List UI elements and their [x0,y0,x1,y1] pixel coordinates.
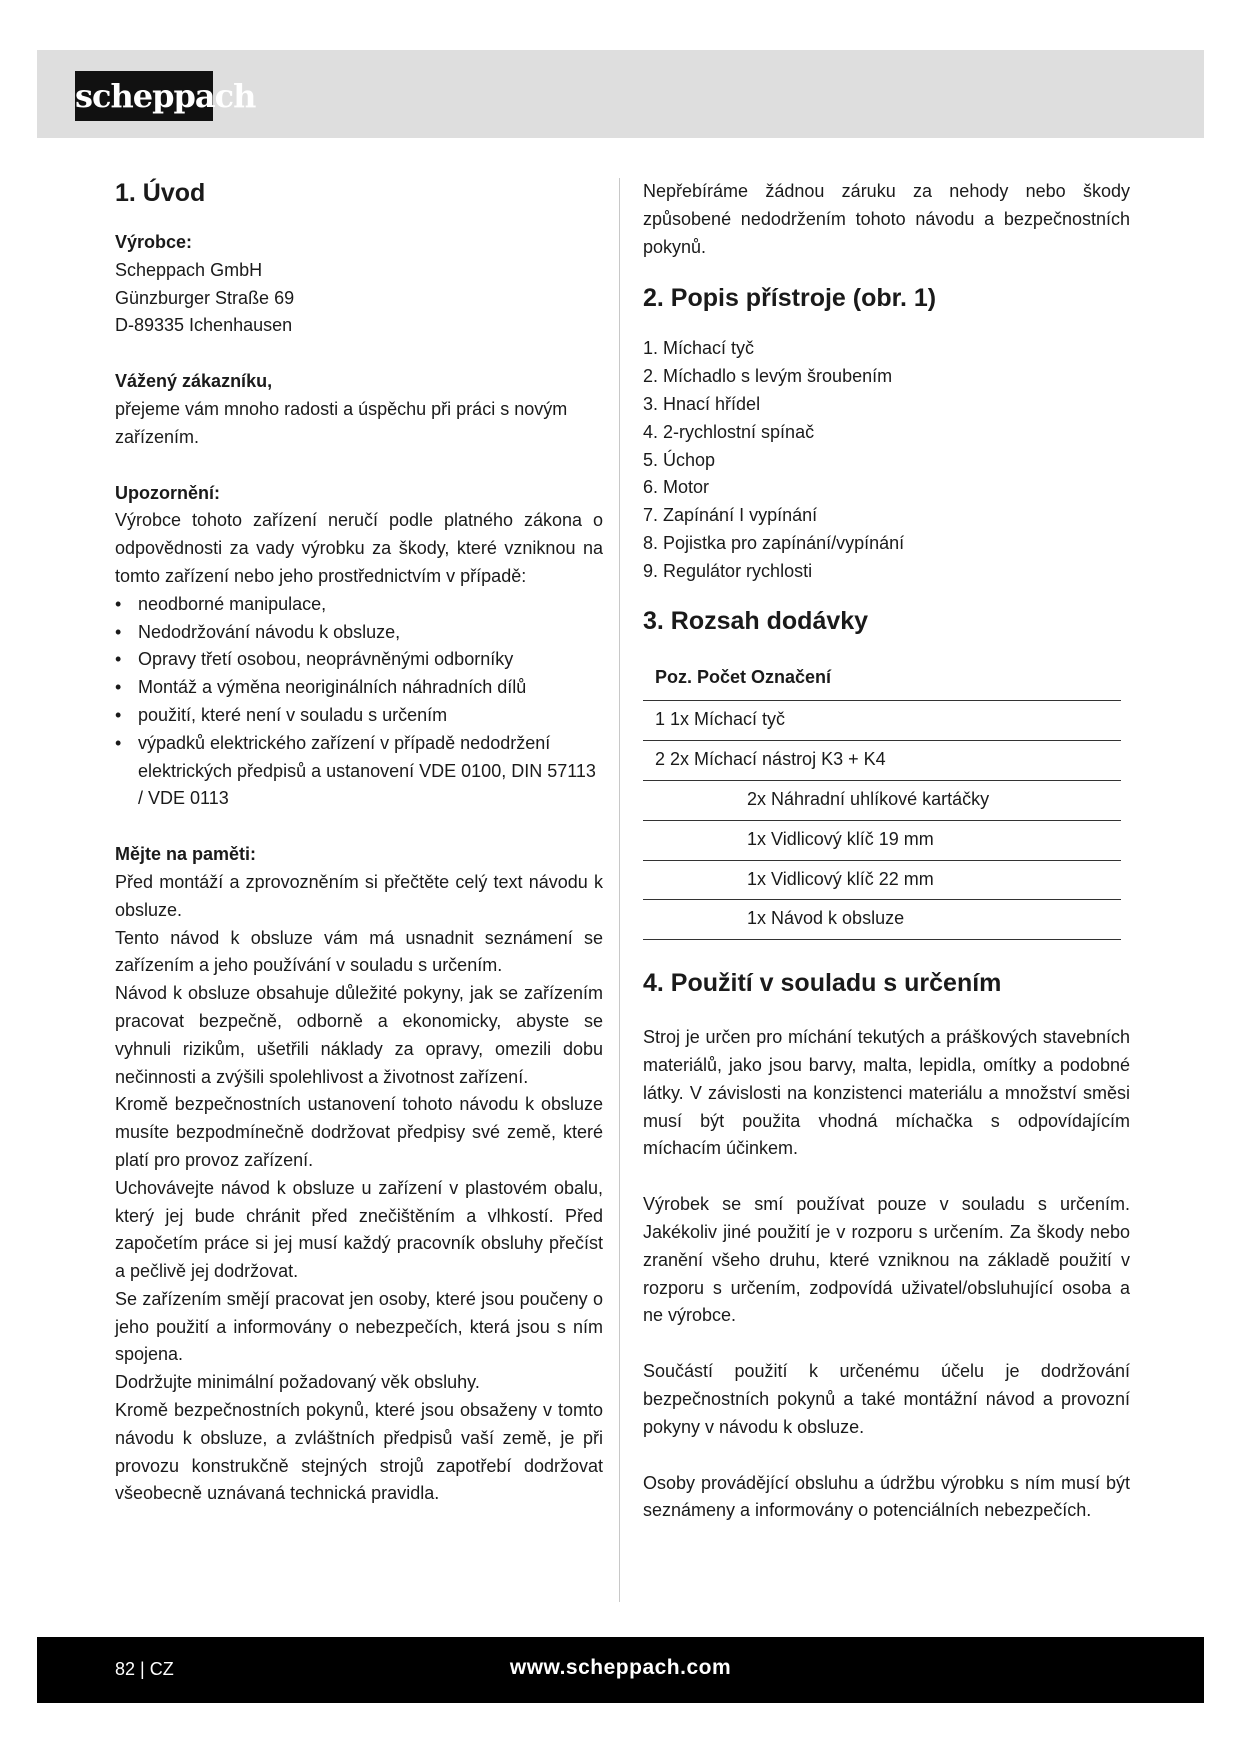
remember-paragraph: Kromě bezpečnostních ustanovení tohoto návodu k obsluze musíte bezpodmínečně dodržovat předpisy své země, které platí pro provoz zařízení. [115,1094,603,1170]
notice-label: Upozornění: [115,482,220,503]
usage-paragraph: Osoby provádějící obsluhu a údržbu výrobku s ním musí být seznámeny a informovány o potenciálních nebezpečích. [643,1472,1130,1521]
usage-paragraph: Součástí použití k určenému účelu je dodržování bezpečnostních pokynů a také montážní návod a provozní pokyny v návodu k obsluze. [643,1361,1130,1437]
list-item: 4. 2-rychlostní spínač [643,421,815,442]
manufacturer-line: D-89335 Ichenhausen [115,315,293,336]
table-cell: 1 1x Míchací tyč [643,701,1121,741]
list-item: 1. Míchací tyč [643,338,755,359]
website-link[interactable]: www.scheppach.com [509,1656,732,1679]
remember-paragraph: Uchovávejte návod k obsluze u zařízení v plastovém obalu, který jej bude chránit před znečištěním a vlhkostí. Před započetím práce si jej musí každý pracovník obsluhy přečíst a pečlivě jej dodržovat. [115,1177,603,1282]
page-footer [37,1637,1204,1703]
table-row [643,741,1121,781]
list-item: 8. Pojistka pro zapínání/vypínání [643,532,905,553]
list-item: • Montáž a výměna neoriginálních náhradních dílů [115,674,603,702]
table-cell: 1x Návod k obsluze [643,900,1121,940]
table-row [643,900,1121,940]
table-row [643,701,1121,741]
list-item: • použití, které není v souladu s určením [115,702,603,730]
list-item: 2. Míchadlo s levým šroubením [643,366,893,387]
dear-customer-label: Vážený zákazníku, [115,371,273,392]
parts-list [643,335,1130,585]
list-item: 9. Regulátor rychlosti [643,560,813,581]
remember-paragraph: Návod k obsluze obsahuje důležité pokyny, jak se zařízením pracovat bezpečně, odborně a ekonomicky, abyste se vyhnuli rizikům, ušetřili náklady za opravy, omezili dobu nečinnosti a zvýšili spolehlivost a životnost zařízení. [115,983,603,1087]
list-item: 3. Hnací hřídel [643,393,761,414]
page-header [37,50,1204,138]
remember-label: Mějte na paměti: [115,844,257,865]
table-cell: 2x Náhradní uhlíkové kartáčky [643,780,1121,820]
section-3-heading: 3. Rozsah dodávky [643,606,869,635]
delivery-table [643,656,1121,941]
table-cell: 1x Vidlicový klíč 19 mm [643,820,1121,860]
dear-customer-text: přejeme vám mnoho radosti a úspěchu při práci s novým zařízením. [115,398,568,447]
remember-paragraph: Dodržujte minimální požadovaný věk obsluhy. [115,1372,480,1393]
column-divider [619,178,620,1602]
list-item: • Nedodržování návodu k obsluze, [115,619,603,647]
table-row [643,860,1121,900]
liability-text: Nepřebíráme žádnou záruku za nehody nebo škody způsobené nedodržením tohoto návodu a bezpečnostních pokynů. [643,181,1130,257]
section-1-heading: 1. Úvod [115,179,206,207]
table-cell: 2 2x Míchací nástroj K3 + K4 [643,741,1121,781]
remember-paragraph: Se zařízením smějí pracovat jen osoby, které jsou poučeny o jeho použití a informovány o nebezpečích, která jsou s ním spojena. [115,1288,603,1365]
list-item: • výpadků elektrického zařízení v případě nedodržení elektrických předpisů a ustanovení VDE 0100, DIN 57113 / VDE 0113 [115,730,603,813]
page-number: 82 | CZ [115,1659,174,1679]
notice-text: Výrobce tohoto zařízení neručí podle platného zákona o odpovědnosti za vady výrobku za škody, které vzniknou na tomto zařízení nebo jeho prostřednictvím v případě: [115,510,603,586]
table-row [643,820,1121,860]
table-row [643,780,1121,820]
remember-paragraph: Tento návod k obsluze vám má usnadnit seznámení se zařízením a jeho používání v souladu s určením. [115,927,603,976]
remember-paragraph: Před montáží a zprovozněním si přečtěte celý text návodu k obsluze. [115,871,603,920]
notice-bullet-list [115,591,603,813]
scheppach-logo: scheppach [75,71,213,121]
table-header-row [643,656,1121,701]
right-column [643,178,1130,1525]
list-item: • Opravy třetí osobou, neoprávněnými odborníky [115,646,603,674]
manufacturer-label: Výrobce: [115,232,193,252]
list-item: • neodborné manipulace, [115,591,603,619]
list-item: 6. Motor [643,477,710,498]
section-2-heading: 2. Popis přístroje (obr. 1) [643,284,937,313]
section-4-heading: 4. Použití v souladu s určením [643,969,1002,998]
remember-paragraph: Kromě bezpečnostních pokynů, které jsou obsaženy v tomto návodu k obsluze, a zvláštních předpisů vaší země, je při provozu konstrukčně stejných strojů zapotřebí dodržovat všeobecně uznávaná technická pravidla. [115,1400,603,1504]
list-item: 5. Úchop [643,449,716,470]
table-header: Poz. Počet Označení [655,666,832,687]
manufacturer-line: Günzburger Straße 69 [115,287,295,308]
usage-paragraph: Výrobek se smí používat pouze v souladu s určením. Jakékoliv jiné použití je v rozporu s určením. Za škody nebo zranění všeho druhu, které vzniknou na základě použití v rozporu s určením, zodpovídá uživatel/obsluhující osoba a ne výrobce. [643,1194,1130,1326]
list-item: 7. Zapínání I vypínání [643,505,818,526]
usage-paragraph: Stroj je určen pro míchání tekutých a práškových stavebních materiálů, jako jsou barvy, malta, lepidla, omítky a podobné látky. V závislosti na konzistenci materiálu a množství směsi musí být použita vhodná míchačka s odpovídajícím míchacím účinkem. [643,1027,1130,1159]
manufacturer-line: Scheppach GmbH [115,259,263,280]
left-column [115,178,603,1508]
table-cell: 1x Vidlicový klíč 22 mm [643,860,1121,900]
